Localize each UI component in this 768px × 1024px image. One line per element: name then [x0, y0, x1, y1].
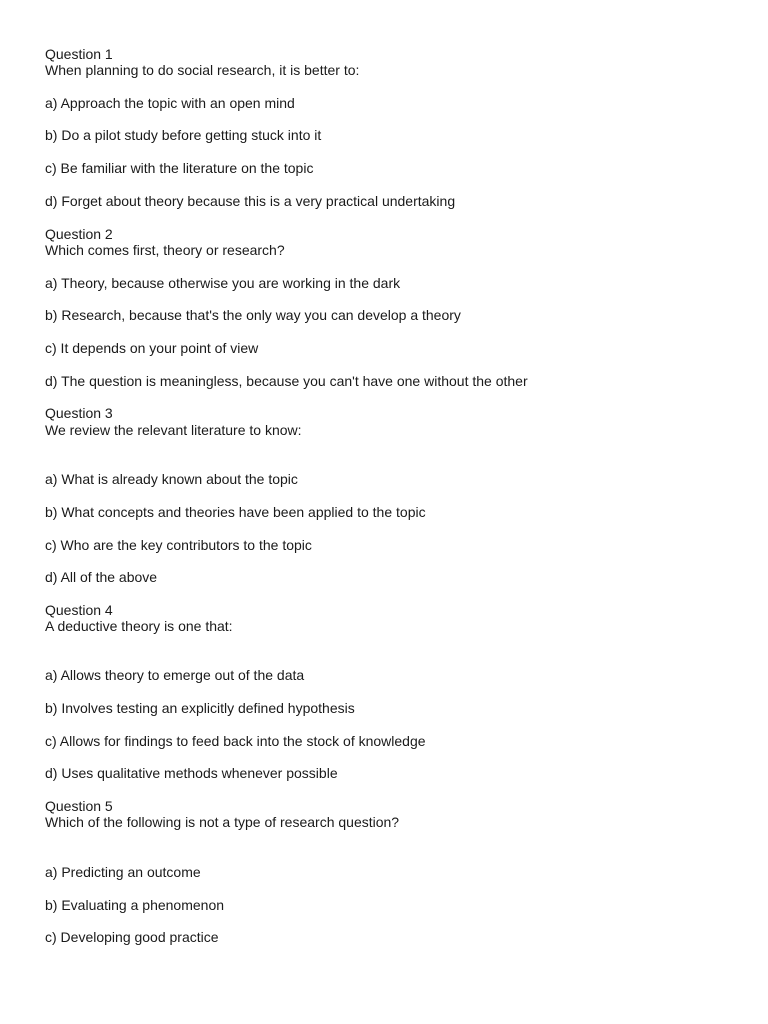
question-1-option-a: a) Approach the topic with an open mind — [45, 95, 295, 111]
question-4-option-a: a) Allows theory to emerge out of the data — [45, 667, 305, 683]
question-2-option-d: d) The question is meaningless, because you can't have one without the other — [45, 373, 528, 389]
question-2-option-c: c) It depends on your point of view — [45, 340, 259, 356]
question-4-option-d: d) Uses qualitative methods whenever possible — [45, 765, 338, 781]
question-3-prompt: We review the relevant literature to know: — [45, 422, 302, 438]
question-3-option-a: a) What is already known about the topic — [45, 471, 298, 487]
question-5-option-b: b) Evaluating a phenomenon — [45, 897, 225, 913]
document-page — [45, 0, 745, 1024]
question-1-option-b: b) Do a pilot study before getting stuck into it — [45, 127, 322, 143]
question-3-option-c: c) Who are the key contributors to the topic — [45, 537, 312, 553]
question-2-option-a: a) Theory, because otherwise you are working in the dark — [45, 275, 401, 291]
question-5-prompt: Which of the following is not a type of research question? — [45, 814, 400, 830]
question-5-option-a: a) Predicting an outcome — [45, 864, 201, 880]
question-4-heading: Question 4 — [45, 602, 113, 618]
question-3-option-b: b) What concepts and theories have been applied to the topic — [45, 504, 426, 520]
question-2-option-b: b) Research, because that's the only way you can develop a theory — [45, 307, 461, 323]
question-1-prompt: When planning to do social research, it is better to: — [45, 62, 360, 78]
question-5-heading: Question 5 — [45, 798, 113, 814]
question-4-prompt: A deductive theory is one that: — [45, 618, 233, 634]
question-4-option-c: c) Allows for findings to feed back into the stock of knowledge — [45, 733, 426, 749]
question-2-prompt: Which comes first, theory or research? — [45, 242, 285, 258]
question-1-option-c: c) Be familiar with the literature on the topic — [45, 160, 314, 176]
question-2-heading: Question 2 — [45, 226, 113, 242]
question-3-heading: Question 3 — [45, 405, 113, 421]
question-1-option-d: d) Forget about theory because this is a very practical undertaking — [45, 193, 456, 209]
question-4-option-b: b) Involves testing an explicitly defined hypothesis — [45, 700, 355, 716]
question-3-option-d: d) All of the above — [45, 569, 158, 585]
question-5-option-c: c) Developing good practice — [45, 929, 219, 945]
question-1-heading: Question 1 — [45, 46, 113, 62]
